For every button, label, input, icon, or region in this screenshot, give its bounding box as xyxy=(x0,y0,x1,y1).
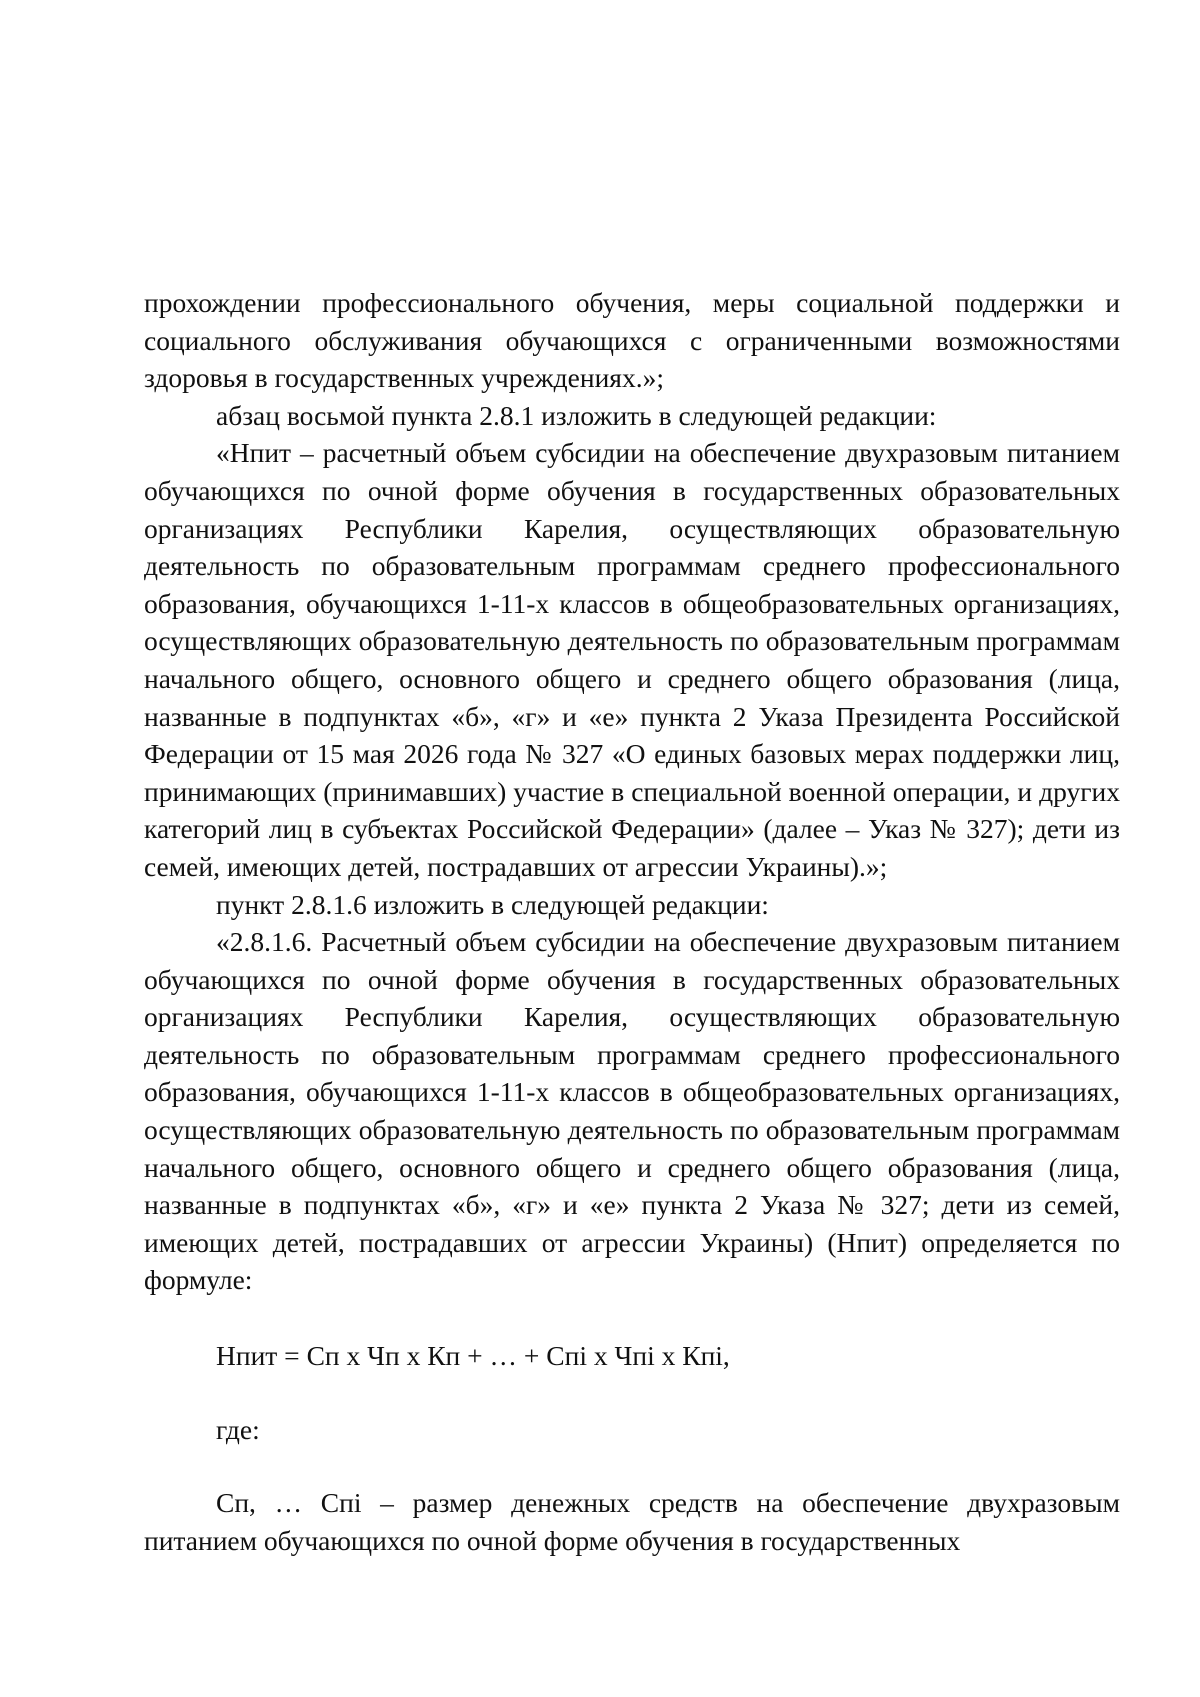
paragraph-amendment-intro-2-8-1: абзац восьмой пункта 2.8.1 изложить в следующей редакции: xyxy=(216,399,937,431)
document-page xyxy=(144,284,1120,1559)
paragraph-2-8-1-6-text: «2.8.1.6. Расчетный объем субсидии на обеспечение двухразовым питанием обучающихся по очной форме обучения в государственных образовательных организациях Республики Карелия, осуществляющих образовательную деятельность по образовательным программам среднего профессионального образования, обучающихся 1-11-х классов в общеобразовательных организациях, осуществляющих образовательную деятельность по образовательным программам начального общего, основного общего и среднего общего образования (лица, названные в подпунктах «б», «г» и «е» пункта 2 Указа № 327; дети из семей, имеющих детей, пострадавших от агрессии Украины) (Нпит) определяется по формуле: xyxy=(144,926,1120,1296)
paragraph-continuation: прохождении профессионального обучения, меры социальной поддержки и социального обслуживания обучающихся с ограниченными возможностями здоровья в государственных учреждениях.»; xyxy=(144,287,1120,394)
paragraph-sp-definition: Сп, … Спi – размер денежных средств на обеспечение двухразовым питанием обучающихся по очной форме обучения в государственных xyxy=(144,1487,1120,1556)
paragraph-npit-definition: «Нпит – расчетный объем субсидии на обеспечение двухразовым питанием обучающихся по очной форме обучения в государственных образовательных организациях Республики Карелия, осуществляющих образовательную деятельность по образовательным программам среднего профессионального образования, обучающихся 1-11-х классов в общеобразовательных организациях, осуществляющих образовательную деятельность по образовательным программам начального общего, основного общего и среднего общего образования (лица, названные в подпунктах «б», «г» и «е» пункта 2 Указа Президента Российской Федерации от 15 мая 2026 года № 327 «О единых базовых мерах поддержки лиц, принимающих (принимавших) участие в специальной военной операции, и других категорий лиц в субъектах Российской Федерации» (далее – Указ № 327); дети из семей, имеющих детей, пострадавших от агрессии Украины).»; xyxy=(144,437,1120,882)
spacer xyxy=(144,1375,1120,1411)
paragraph-amendment-intro-2-8-1-6: пункт 2.8.1.6 изложить в следующей редакции: xyxy=(216,888,769,920)
formula: Нпит = Сп х Чп х Кп + … + Спi х Чпi х Кпi, xyxy=(216,1340,730,1372)
spacer xyxy=(144,1299,1120,1337)
spacer xyxy=(144,1448,1120,1484)
where-label: где: xyxy=(216,1413,260,1445)
